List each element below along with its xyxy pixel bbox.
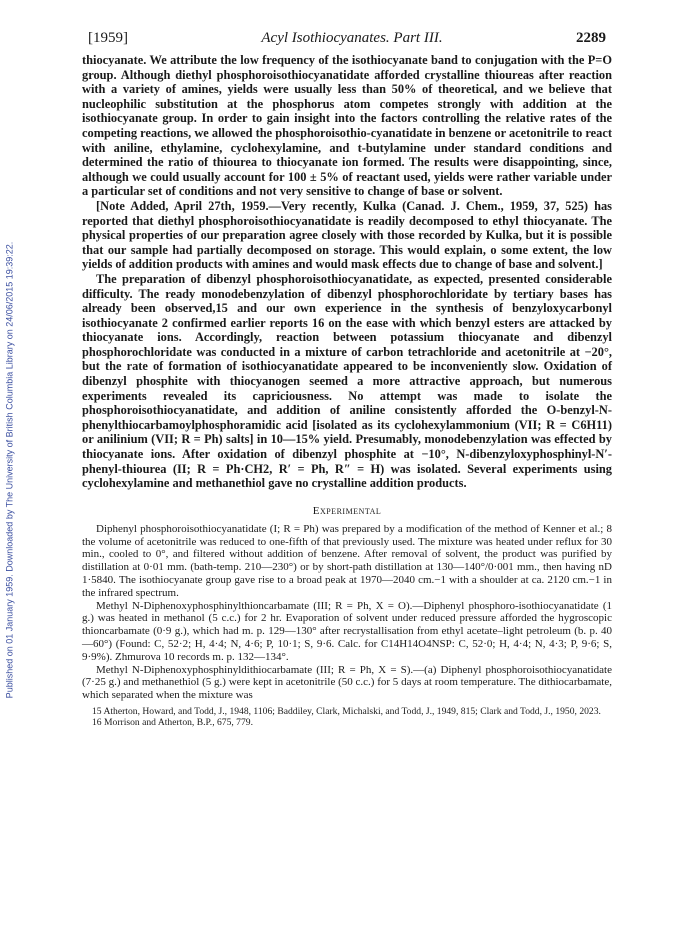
body-paragraph: [Note Added, April 27th, 1959.—Very recently, Kulka (Canad. J. Chem., 1959, 37, 525) has reported that diethyl phosphoroisothiocyanatidate is readily decomposed to ethyl thiocyanate. The physical properties of our preparation agree closely with those recorded by Kulka, but it is possible that our sample had partially decomposed on storage. This would explain, o some extent, the low yields of addition products with amines and would mask effects due to change of base and solvent.]	[82, 198, 612, 272]
running-header	[82, 30, 612, 47]
publication-stamp	[2, 60, 16, 880]
experimental-paragraph: Diphenyl phosphoroisothiocyanatidate (I; R = Ph) was prepared by a modification of the method of Kenner et al.; 8 the volume of acetonitrile was reduced to one-fifth of that previously used. The mixture was heated under reflux for 30 min., cooled to 0°, and filtered without addition of benzene. After removal of solvent, the product was purified by distillation at 0·01 mm. (bath-temp. 210—230°) or by short-path distillation at 130—140°/0·001 mm., then having nD 1·5840. The isothiocyanate group gave rise to a broad peak at 1970—2040 cm.−1 with a shoulder at ca. 2120 cm.−1 in the infrared spectrum.	[82, 522, 612, 599]
experimental-paragraph: Methyl N-Diphenoxyphosphinyldithiocarbamate (III; R = Ph, X = S).—(a) Diphenyl phosphoroisothiocyanatidate (7·25 g.) and methanethiol (5 g.) were kept in acetonitrile (50 c.c.) for 5 days at room temperature. The dithiocarbamate, which separated when the mixture was	[82, 663, 612, 702]
footnotes	[82, 706, 612, 728]
header-page-number: 2289	[575, 30, 606, 46]
journal-page	[82, 30, 612, 728]
section-heading-experimental: Experimental	[312, 504, 382, 517]
body-paragraph: The preparation of dibenzyl phosphoroisothiocyanatidate, as expected, presented considerable difficulty. The ready monodebenzylation of dibenzyl phosphorochloridate by tertiary bases has already been observed,15 and our own experience in the synthesis of benzyloxycarbonyl isothiocyanate 2 confirmed earlier reports 16 on the ease with which benzyl esters are attacked by thiocyanate ions. Accordingly, reaction between potassium thiocyanate and dibenzyl phosphorochloridate was conducted in a mixture of carbon tetrachloride and acetonitrile at −20°, but the rate of formation of isothiocyanatidate appeared to be inconveniently slow. Oxidation of dibenzyl phosphite with thiocyanogen seemed a more attractive approach, but numerous experiments revealed its capriciousness. No attempt was made to isolate the phosphoroisothiocyanatidate, and addition of aniline consistently afforded the O-benzyl-N-phenylthiocarbamoylphosphoramidic acid [isolated as its cyclohexylammonium (VII; R = C6H11) or anilinium (VII; R = Ph) salts] in 10—15% yield. Presumably, monodebenzylation was effected by thiocyanate ions. After oxidation of dibenzyl phosphite at −10°, N-dibenzyloxyphosphinyl-N′-phenyl-thiourea (II; R = Ph·CH2, R′ = Ph, R″ = H) was isolated. Several experiments using cyclohexylamine and methanethiol gave no crystalline addition products.	[82, 271, 612, 491]
experimental-paragraph: Methyl N-Diphenoxyphosphinylthioncarbamate (III; R = Ph, X = O).—Diphenyl phosphoro-isothiocyanatidate (1 g.) was heated in methanol (5 c.c.) for 2 hr. Evaporation of solvent under reduced pressure afforded the hygroscopic thioncarbamate (0·9 g.), which had m. p. 129—130° after recrystallisation from ethyl acetate–light petroleum (b. p. 40—60°) (Found: C, 52·2; H, 4·4; N, 4·6; P, 10·1; S, 9·6. Calc. for C14H14O4NSP: C, 52·0; H, 4·4; N, 4·3; P, 9·6; S, 9·9%). Zhmurova 10 records m. p. 132—134°.	[82, 599, 612, 663]
main-text	[82, 53, 612, 491]
experimental-section	[82, 523, 612, 702]
header-title: Acyl Isothiocyanates. Part III.	[261, 30, 443, 46]
footnote: 16 Morrison and Atherton, B.P., 675, 779.	[92, 716, 253, 728]
footnote: 15 Atherton, Howard, and Todd, J., 1948, 1106; Baddiley, Clark, Michalski, and Todd, J., 1949, 815; Clark and Todd, J., 1950, 2023.	[92, 705, 601, 717]
publication-stamp-text: Published on 01 January 1959. Downloaded by The University of British Columbia Library on 24/06/2015 19:39:22.	[4, 241, 14, 699]
header-year: [1959]	[88, 30, 128, 46]
body-paragraph: thiocyanate. We attribute the low frequency of the isothiocyanate band to conjugation with the P=O group. Although diethyl phosphoroisothiocyanatidate afforded crystalline thioureas after reaction with a variety of amines, yields were usually less than 50% of theoretical, and we believe that nucleophilic substitution at the phosphorus atom competes strongly with addition at the isothiocyanate group. In order to gain insight into the factors controlling the relative rates of the competing reactions, we allowed the phosphoroisothio-cyanatidate in benzene or acetonitrile to react with aniline, ethylamine, cyclohexylamine, and t-butylamine under standard conditions and determined the ratio of thiourea to thiocyanate ion formed. The results were disappointing, since, although we could usually account for 100 ± 5% of reactant used, yields were rather variable under a particular set of conditions and not very sensitive to change of base or solvent.	[82, 53, 612, 199]
